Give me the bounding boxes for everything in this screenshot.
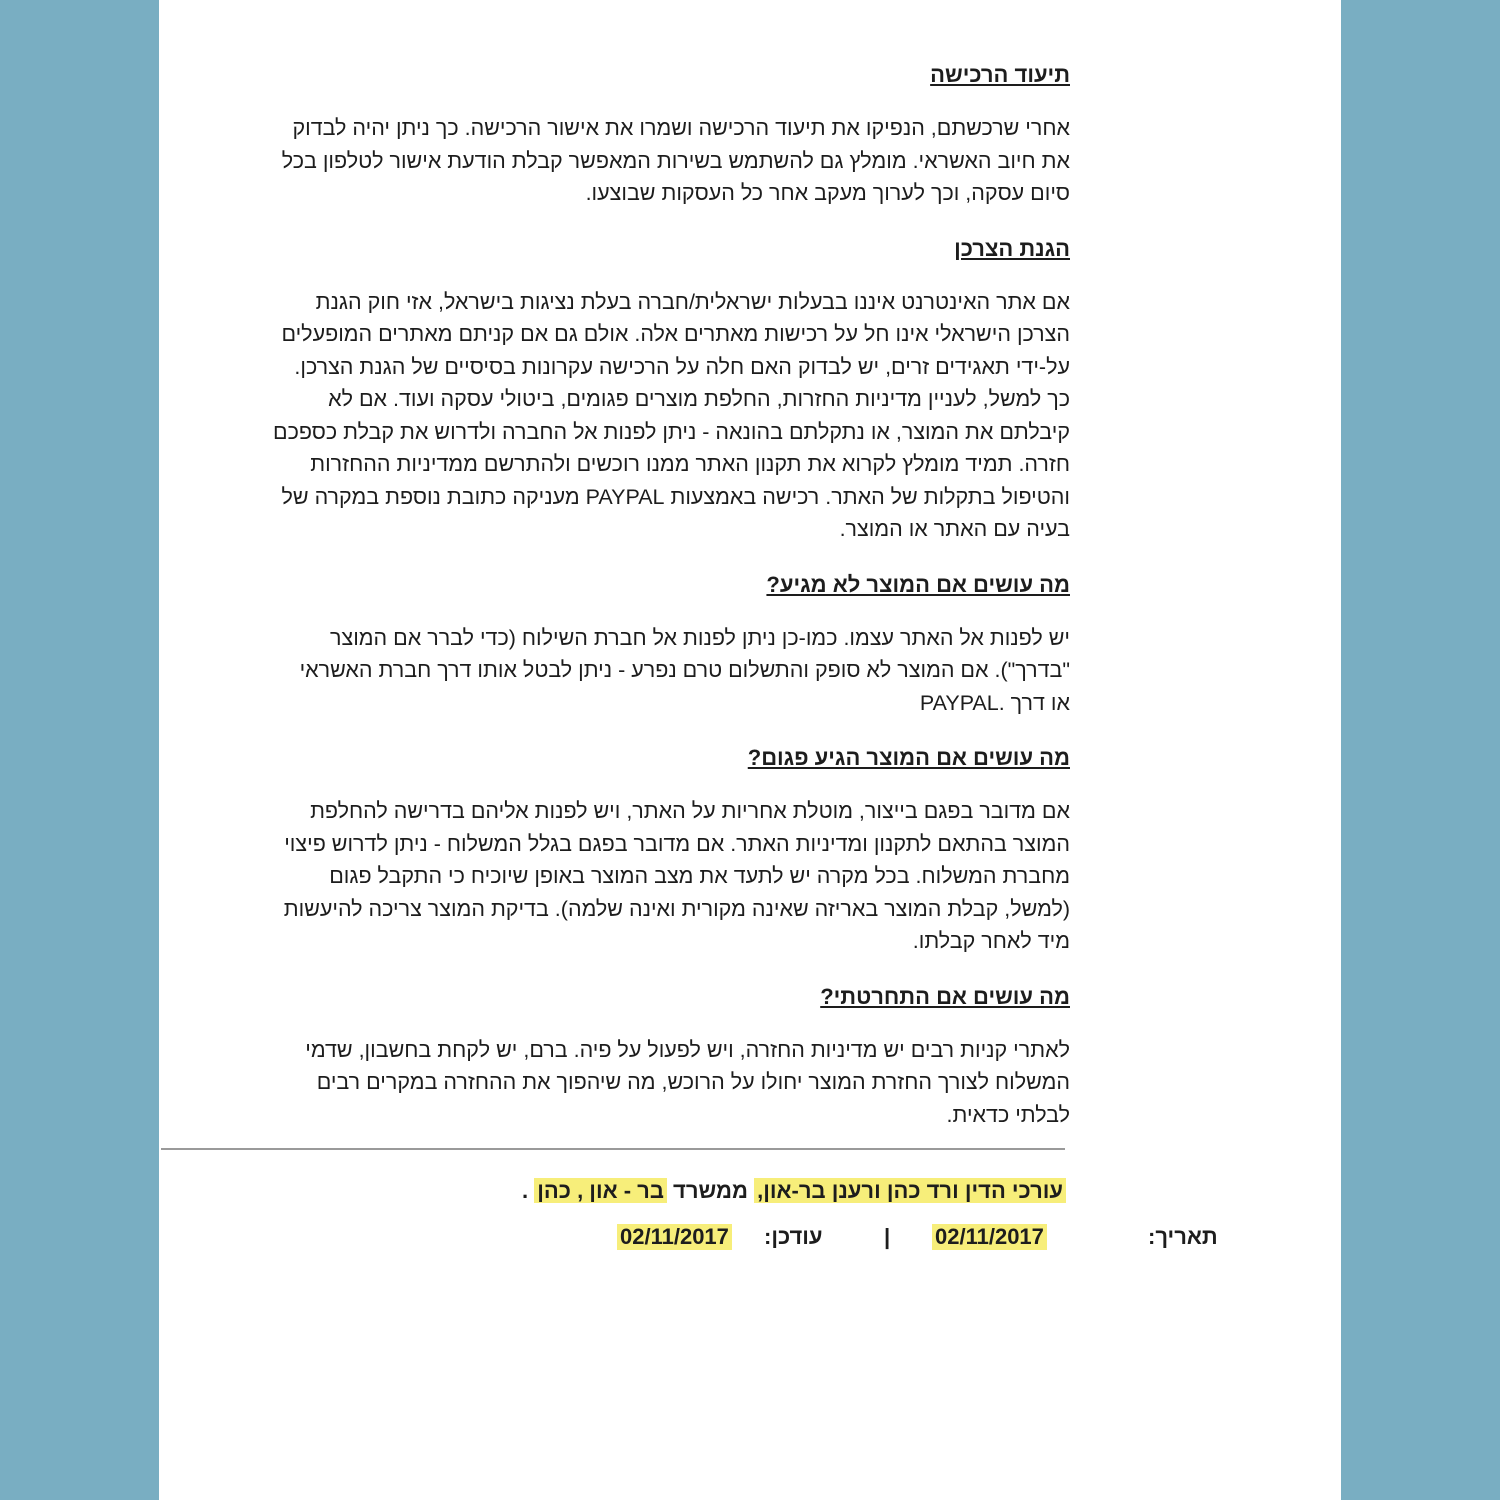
section-title: תיעוד הרכישה (930, 62, 1070, 87)
paragraph-line: על-ידי תאגידים זרים, יש לבדוק האם חלה על הרכישה עקרונות בסיסיים של הגנת הצרכן. (294, 354, 1070, 379)
paragraph-line: אחרי שרכשתם, הנפיקו את תיעוד הרכישה ושמרו את אישור הרכישה. כך ניתן יהיה לבדוק (292, 116, 1070, 140)
section-consumer-protection (160, 234, 1070, 546)
paragraph-line: סיום עסקה, וכך לערוך מעקב אחר כל העסקות שבוצעו. (585, 181, 1070, 205)
signature-end: . (522, 1178, 529, 1203)
paragraph-line: מיד לאחר קבלתו. (912, 929, 1070, 953)
paragraph-line: "בדרך"). אם המוצר לא סופק והתשלום טרם נפרע - ניתן לבטל אותו דרך חברת האשראי (299, 658, 1070, 682)
signature-authors: עורכי הדין ורד כהן ורענן בר-און, (754, 1178, 1066, 1203)
date-label: תאריך: (1148, 1224, 1218, 1249)
signature-firm-prefix: ממשרד (673, 1178, 748, 1203)
paragraph-line: או דרך .PAYPAL (919, 690, 1070, 715)
paragraph-line: את חיוב האשראי. מומלץ גם להשתמש בשירות המאפשר קבלת הודעת אישור לטלפון בכל (281, 148, 1070, 173)
paragraph-line: והטיפול בתקלות של האתר. רכישה באמצעות PAYPAL מעניקה כתובת נוספת במקרה של (281, 484, 1070, 509)
updated-label: עודכן: (764, 1224, 823, 1249)
signature-line (160, 1178, 1066, 1204)
date-value: 02/11/2017 (932, 1224, 1047, 1250)
paragraph-line: אם מדובר בפגם בייצור, מוטלת אחריות על האתר, ויש לפנות אליהם בדרישה להחלפת (310, 799, 1070, 823)
paragraph-line: מחברת המשלוח. בכל מקרה יש לתעד את מצב המוצר באופן שיוכיח כי התקבל פגום (329, 864, 1070, 888)
date-separator: | (884, 1224, 891, 1249)
paragraph-line: בעיה עם האתר או המוצר. (839, 517, 1070, 541)
paragraph-line: המשלוח לצורך החזרת המוצר יחולו על הרוכש, מה שיהפוך את ההחזרה במקרים רבים (316, 1070, 1070, 1094)
divider (161, 1148, 1065, 1150)
paragraph-line: קיבלתם את המוצר, או נתקלתם בהונאה - ניתן לפנות אל החברה ולדרוש את קבלת כספכם (273, 419, 1070, 444)
paragraph-line: חזרה. תמיד מומלץ לקרוא את תקנון האתר ממנו רוכשים ולהתרשם ממדיניות ההחזרות (310, 452, 1070, 476)
paragraph-line: אם אתר האינטרנט איננו בבעלות ישראלית/חברה בעלת נציגות בישראל, אזי חוק הגנת (315, 289, 1070, 314)
paragraph-line: הצרכן הישראלי אינו חל על רכישות מאתרים אלה. אולם גם אם קניתם מאתרים המופעלים (281, 322, 1070, 346)
section-product-defective (160, 743, 1070, 958)
document-body (160, 60, 1070, 1131)
paragraph-line: לבלתי כדאית. (946, 1102, 1070, 1127)
section-changed-mind (160, 982, 1070, 1132)
updated-value: 02/11/2017 (617, 1224, 732, 1250)
section-purchase-documentation (160, 60, 1070, 210)
section-title: מה עושים אם התחרטתי? (820, 983, 1070, 1009)
paragraph-line: (למשל, קבלת המוצר באריזה שאינה מקורית ואינה שלמה). בדיקת המוצר צריכה להיעשות (283, 896, 1070, 921)
paragraph-line: המוצר בהתאם לתקנון ומדיניות האתר. אם מדובר בפגם בגלל המשלוח - ניתן לדרוש פיצוי (284, 831, 1070, 856)
signature-firm-name: בר - און , כהן (534, 1178, 667, 1203)
section-title: הגנת הצרכן (954, 235, 1070, 261)
paragraph-line: יש לפנות אל האתר עצמו. כמו-כן ניתן לפנות אל חברת השילוח (כדי לברר אם המוצר (330, 625, 1070, 650)
section-title: מה עושים אם המוצר הגיע פגום? (747, 745, 1070, 770)
section-product-not-arrived (160, 570, 1070, 720)
section-title: מה עושים אם המוצר לא מגיע? (766, 571, 1070, 597)
paragraph-line: לאתרי קניות רבים יש מדיניות החזרה, ויש לפעול על פיה. ברם, יש לקחת בחשבון, שדמי (305, 1037, 1070, 1062)
paragraph-line: כך למשל, לעניין מדיניות החזרות, החלפת מוצרים פגומים, ביטולי עסקה ועוד. אם לא (328, 387, 1070, 411)
